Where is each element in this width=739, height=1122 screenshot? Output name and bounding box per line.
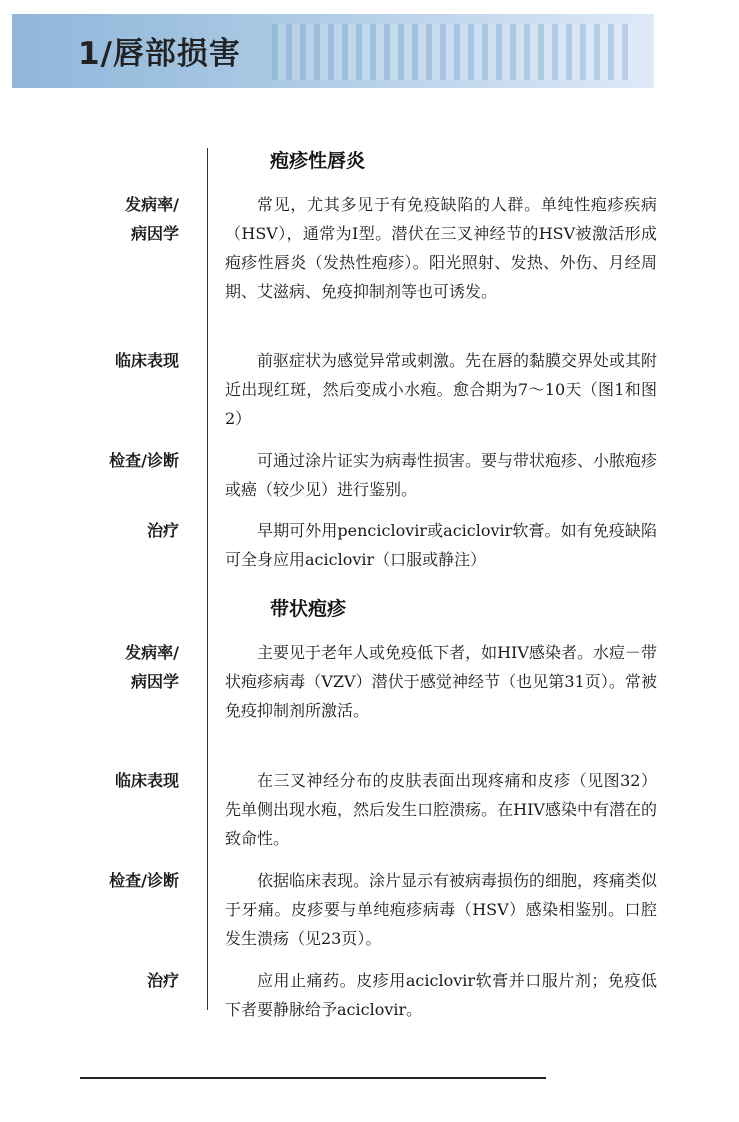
footer-rule	[80, 1077, 546, 1079]
paragraph-incidence-etiology: 主要见于老年人或免疫低下者，如HIV感染者。水痘－带状疱疹病毒（VZV）潜伏于感觉神经节（也见第31页）。常被免疫抑制剂所激活。	[225, 643, 657, 720]
header-stripes-decoration	[272, 24, 632, 80]
paragraph-clinical-features: 在三叉神经分布的皮肤表面出现疼痛和皮疹（见图32）先单侧出现水疱，然后发生口腔溃疡。在HIV感染中有潜在的致命性。	[225, 771, 657, 848]
label-line: 病因学	[130, 224, 179, 243]
label-clinical-features	[39, 766, 179, 795]
label-treatment	[39, 966, 179, 995]
label-clinical-features	[39, 346, 179, 375]
paragraph-incidence-etiology: 常见，尤其多见于有免疫缺陷的人群。单纯性疱疹疾病（HSV），通常为Ⅰ型。潜伏在三叉神经节的HSV被激活形成疱疹性唇炎（发热性疱疹）。阳光照射、发热、外伤、月经周期、艾滋病、免疫抑制剂等也可诱发。	[225, 195, 657, 301]
paragraph-clinical-features: 前驱症状为感觉异常或刺激。先在唇的黏膜交界处或其附近出现红斑，然后变成小水疱。愈合期为7～10天（图1和图2）	[225, 351, 658, 428]
label-treatment	[39, 516, 179, 545]
label-line: 发病率/	[125, 643, 179, 662]
label-line: 发病率/	[125, 195, 179, 214]
label-line: 病因学	[130, 672, 179, 691]
paragraph-exam-diagnosis: 可通过涂片证实为病毒性损害。要与带状疱疹、小脓疱疹或癌（较少见）进行鉴别。	[225, 451, 658, 499]
label-incidence-etiology	[39, 638, 179, 696]
paragraph-treatment: 早期可外用penciclovir或aciclovir软膏。如有免疫缺陷可全身应用aciclovir（口服或静注）	[225, 521, 657, 569]
label-line: 临床表现	[114, 771, 179, 790]
column-divider	[207, 148, 208, 1010]
label-exam-diagnosis	[39, 866, 179, 895]
label-line: 治疗	[146, 971, 179, 990]
section-title-herpes-zoster: 带状疱疹	[270, 598, 347, 620]
chapter-title: 1/唇部损害	[78, 36, 241, 72]
chapter-header	[0, 0, 739, 118]
paragraph-exam-diagnosis: 依据临床表现。涂片显示有被病毒损伤的细胞，疼痛类似于牙痛。皮疹要与单纯疱疹病毒（HSV）感染相鉴别。口腔发生溃疡（见23页）。	[225, 871, 658, 948]
label-line: 检查/诊断	[109, 451, 179, 470]
label-line: 治疗	[146, 521, 179, 540]
paragraph-treatment: 应用止痛药。皮疹用aciclovir软膏并口服片剂；免疫低下者要静脉给予aciclovir。	[225, 971, 657, 1019]
label-line: 临床表现	[114, 351, 179, 370]
label-exam-diagnosis	[39, 446, 179, 475]
label-incidence-etiology	[39, 190, 179, 248]
section-title-herpes-labialis: 疱疹性唇炎	[270, 150, 366, 172]
label-line: 检查/诊断	[109, 871, 179, 890]
